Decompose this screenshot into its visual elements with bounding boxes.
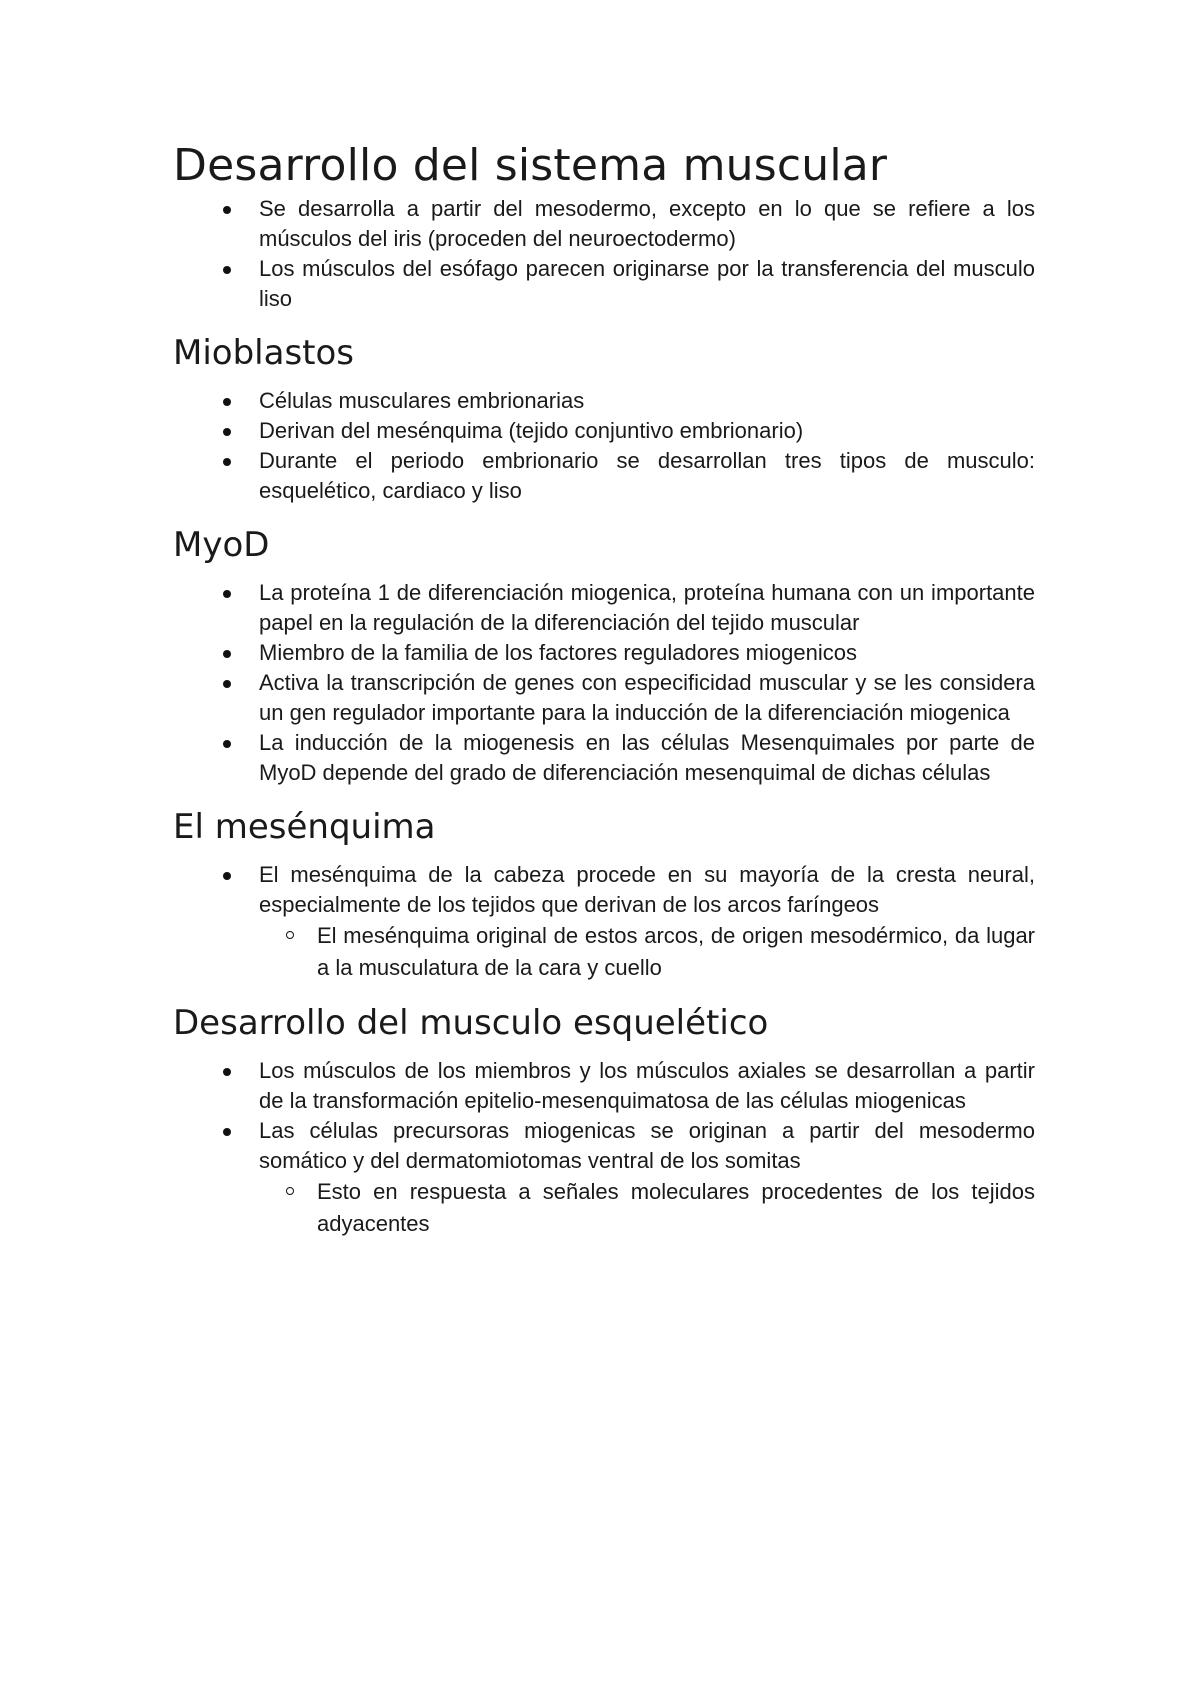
list-item-text: Los músculos del esófago parecen originarse por la transferencia del musculo liso xyxy=(259,256,1035,311)
section xyxy=(173,1002,1035,1240)
list-item xyxy=(173,578,1035,638)
section xyxy=(173,524,1035,788)
sub-list-item-text: El mesénquima original de estos arcos, de origen mesodérmico, da lugar a la musculatura de la cara y cuello xyxy=(317,923,1035,980)
list-item xyxy=(173,638,1035,668)
list-item-text: Activa la transcripción de genes con especificidad muscular y se les considera un gen regulador importante para la inducción de la diferenciación miogenica xyxy=(259,670,1035,725)
list-item-text: La inducción de la miogenesis en las células Mesenquimales por parte de MyoD depende del grado de diferenciación mesenquimal de dichas células xyxy=(259,730,1035,785)
bullet-icon xyxy=(223,590,231,598)
bullet-icon xyxy=(223,266,231,274)
section xyxy=(173,806,1035,984)
list-item xyxy=(173,194,1035,254)
list-item-text: Se desarrolla a partir del mesodermo, excepto en lo que se refiere a los músculos del iris (proceden del neuroectodermo) xyxy=(259,196,1035,251)
sections-container xyxy=(173,332,1035,1240)
list-item xyxy=(173,1056,1035,1116)
list-item xyxy=(173,1116,1035,1240)
list-item-text: Miembro de la familia de los factores reguladores miogenicos xyxy=(259,640,857,665)
bullet-icon xyxy=(223,740,231,748)
list-item-text: La proteína 1 de diferenciación miogenica, proteína humana con un importante papel en la regulación de la diferenciación del tejido muscular xyxy=(259,580,1035,635)
section-heading: Mioblastos xyxy=(173,333,355,373)
document-page xyxy=(173,140,1035,1240)
intro-bullet-list xyxy=(173,194,1035,314)
section-heading: Desarrollo del musculo esquelético xyxy=(173,1003,769,1043)
sub-list-item-text: Esto en respuesta a señales moleculares procedentes de los tejidos adyacentes xyxy=(317,1179,1035,1236)
bullet-icon xyxy=(223,458,231,466)
bullet-list xyxy=(173,578,1035,788)
list-item xyxy=(173,668,1035,728)
bullet-icon xyxy=(223,650,231,658)
list-item-text: Las células precursoras miogenicas se originan a partir del mesodermo somático y del dermatomiotomas ventral de los somitas xyxy=(259,1118,1035,1173)
list-item xyxy=(173,416,1035,446)
bullet-icon xyxy=(223,872,231,880)
list-item-text: Los músculos de los miembros y los músculos axiales se desarrollan a partir de la transformación epitelio-mesenquimatosa de las células miogenicas xyxy=(259,1058,1035,1113)
sub-bullet-list xyxy=(259,1176,1035,1240)
list-item xyxy=(173,446,1035,506)
list-item-text: Células musculares embrionarias xyxy=(259,388,585,413)
section xyxy=(173,332,1035,506)
sub-list-item xyxy=(259,1176,1035,1240)
list-item-text: Durante el periodo embrionario se desarrollan tres tipos de musculo: esquelético, cardiaco y liso xyxy=(259,448,1035,503)
hollow-bullet-icon xyxy=(286,1187,294,1195)
bullet-icon xyxy=(223,1128,231,1136)
list-item xyxy=(173,860,1035,984)
page-title: Desarrollo del sistema muscular xyxy=(173,140,888,191)
bullet-list xyxy=(173,386,1035,506)
bullet-list xyxy=(173,1056,1035,1240)
list-item xyxy=(173,728,1035,788)
bullet-icon xyxy=(223,680,231,688)
sub-list-item xyxy=(259,920,1035,984)
bullet-icon xyxy=(223,1068,231,1076)
sub-bullet-list xyxy=(259,920,1035,984)
list-item xyxy=(173,386,1035,416)
section-heading: MyoD xyxy=(173,525,270,565)
hollow-bullet-icon xyxy=(286,931,294,939)
bullet-icon xyxy=(223,398,231,406)
bullet-icon xyxy=(223,428,231,436)
section-heading: El mesénquima xyxy=(173,807,436,847)
bullet-list xyxy=(173,860,1035,984)
bullet-icon xyxy=(223,206,231,214)
list-item-text: Derivan del mesénquima (tejido conjuntivo embrionario) xyxy=(259,418,804,443)
list-item-text: El mesénquima de la cabeza procede en su mayoría de la cresta neural, especialmente de los tejidos que derivan de los arcos faríngeos xyxy=(259,862,1035,917)
list-item xyxy=(173,254,1035,314)
